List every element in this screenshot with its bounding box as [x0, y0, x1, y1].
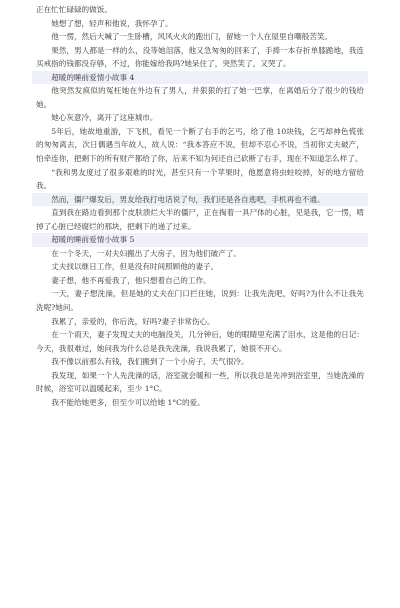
paragraph: 果然，男人都是一样的么，没等她泪落，他又急匆匆的回来了，手捧一本存折单膝跪地，我连买戒指的钱都没存够，不过，你能嫁给我吗?她呆住了，突然笑了，又哭了。	[36, 45, 364, 69]
paragraph: 在一个冬天，一对夫妇搬出了大房子，因为他们破产了。	[51, 248, 242, 258]
paragraph: 他突然发疯似的冤枉她在外边有了男人，并狠狠的打了她一巴掌，在离婚后分了很少的钱给她。	[36, 86, 364, 109]
paragraph: 5年后，她故地重游，下飞机，看见一个断了右手的乞丐，给了他 10块钱，乞丐却神色慌张的匆匆离去，次日偶遇当年故人，故人说：“我本答应不说，但却不忍心不说，当初你丈夫破产，怕牵连你，把剩下的所有财产都给了你，后来不知为何还自己砍断了右手，现在不知道怎么样了。	[36, 126, 364, 164]
paragraph: 直到我在路边看到那个皮肤溃烂大半的僵尸，正在掏着一具尸体的心脏，见是我，它一愣，啃掉了心脏已经腐烂的那块，把剩下的递了过来。	[36, 208, 364, 231]
paragraph: 妻子想，他不再爱我了，他只想着自己的工作。	[51, 275, 211, 285]
story-heading: 超暖的睡前爱情小故事 4	[32, 71, 368, 85]
paragraph-continuation: 正在忙忙碌碌的做饭。	[36, 5, 112, 14]
paragraph: 我累了，亲爱的，你后洗，好吗?妻子非常伤心。	[51, 316, 215, 326]
paragraph: 我不能给她更多，但至少可以给她 1°C的爱。	[51, 397, 205, 407]
paragraph: 她心灰意冷，离开了这座城市。	[51, 113, 158, 123]
paragraph: 我不像以前那么有钱，我们搬到了一个小房子，天气很冷。	[51, 357, 249, 367]
paragraph: 她想了想，轻声和他说，我怀孕了。	[51, 18, 173, 28]
paragraph: 他一愣，然后大喊了一生卧槽，风风火火的跑出门，留她一个人在屋里自嘲般苦笑。	[51, 32, 333, 42]
paragraph: 我发现，如果一个人先洗澡的话，浴室就会暖和一些，所以我总是先冲到浴室里，当她洗澡的时候，浴室可以温暖起来，至少 1°C。	[36, 370, 364, 394]
paragraph: 然而，僵尸爆发后，男友给我打电话说了句，我们还是各自逃吧，手机再也不通。	[32, 193, 368, 207]
paragraph: “我和男友度过了很多艰难的时光，甚至只有一个苹果时，他愿意将虫蛀咬掉，好的地方留给我。	[36, 167, 364, 191]
document-body	[36, 3, 364, 409]
paragraph: 丈夫找以继日工作，但是没有时间照顾他的妻子。	[51, 262, 219, 272]
paragraph: 在一个雨天，妻子发现丈夫的电脑没关，几分钟后，她的眼睛里充满了泪水，这是他的日记：今天，我很难过，她问我为什么总是我先洗澡，我说我累了，她很不开心。	[36, 330, 364, 353]
paragraph: 一天，妻子想洗澡，但是她的丈夫在门口拦住她，说到：让我先洗吧，好吗?为什么不让我先洗呢?她问。	[36, 289, 364, 313]
story-heading: 超暖的睡前爱情小故事 5	[32, 233, 368, 247]
